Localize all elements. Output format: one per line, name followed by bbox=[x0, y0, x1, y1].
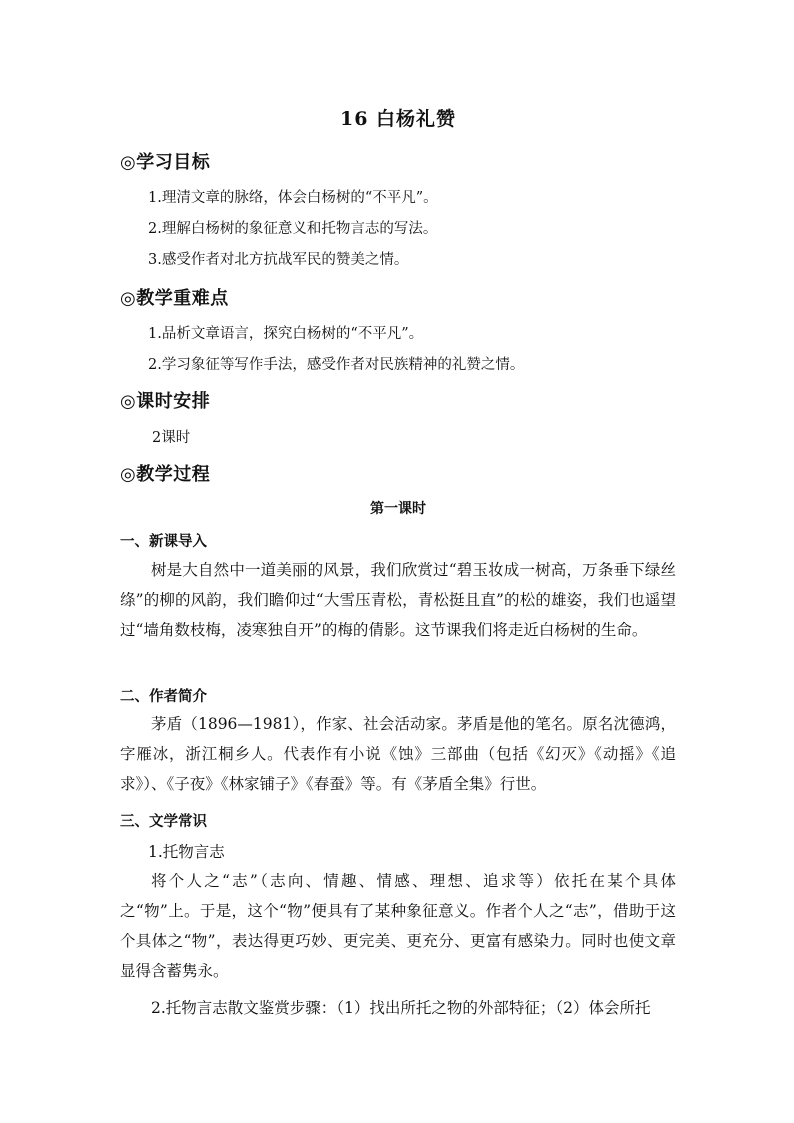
author-paragraph: 茅盾（1896—1981），作家、社会活动家。茅盾是他的笔名。原名沈德鸿，字雁冰，浙江桐乡人。代表作有小说《蚀》三部曲（包括《幻灭》《动摇》《追求》）、《子夜》《林家铺子》《春蚕》等。有《茅盾全集》行世。 bbox=[120, 715, 676, 793]
objective-item-2: 2.理解白杨树的象征意义和托物言志的写法。 bbox=[148, 221, 438, 237]
key-point-item-2: 2.学习象征等写作手法，感受作者对民族精神的礼赞之情。 bbox=[148, 357, 525, 373]
intro-paragraph: 树是大自然中一道美丽的风景，我们欣赏过“碧玉妆成一树高，万条垂下绿丝绦”的柳的风韵，我们瞻仰过“大雪压青松，青松挺且直”的松的雄姿，我们也遥望过“墙角数枝梅，凌寒独自开”的梅的倩影。这节课我们将走近白杨树的生命。 bbox=[120, 561, 676, 639]
section-heading-author: 二、作者简介 bbox=[120, 688, 207, 705]
literature-paragraph: 将个人之“志”（志向、情趣、情感、理想、追求等）依托在某个具体之“物”上。于是，这个“物”便具有了某种象征意义。作者个人之“志”，借助于这个具体之“物”，表达得更巧妙、更完美、更充分、更富有感染力。同时也使文章显得含蓄隽永。 bbox=[120, 872, 676, 980]
page-title: 16 白杨礼赞 bbox=[339, 108, 457, 130]
schedule-heading: ◎课时安排 bbox=[120, 391, 211, 412]
process-heading: ◎教学过程 bbox=[120, 464, 211, 485]
key-point-item-1: 1.品析文章语言，探究白杨树的“不平凡”。 bbox=[148, 326, 424, 342]
key-points-heading: ◎教学重难点 bbox=[120, 288, 229, 309]
document-page bbox=[120, 0, 676, 1123]
objective-item-3: 3.感受作者对北方抗战军民的赞美之情。 bbox=[148, 252, 409, 268]
objectives-heading: ◎学习目标 bbox=[120, 152, 211, 173]
literature-subitem: 1.托物言志 bbox=[148, 843, 225, 861]
section-heading-intro: 一、新课导入 bbox=[120, 533, 207, 550]
objective-item-1: 1.理清文章的脉络，体会白杨树的“不平凡”。 bbox=[148, 190, 438, 206]
lesson-title: 第一课时 bbox=[370, 501, 426, 517]
appreciation-steps-paragraph: 2.托物言志散文鉴赏步骤：（1）找出所托之物的外部特征；（2）体会所托 bbox=[151, 999, 651, 1017]
section-heading-literature: 三、文学常识 bbox=[120, 813, 207, 830]
schedule-value: 2课时 bbox=[152, 430, 191, 446]
